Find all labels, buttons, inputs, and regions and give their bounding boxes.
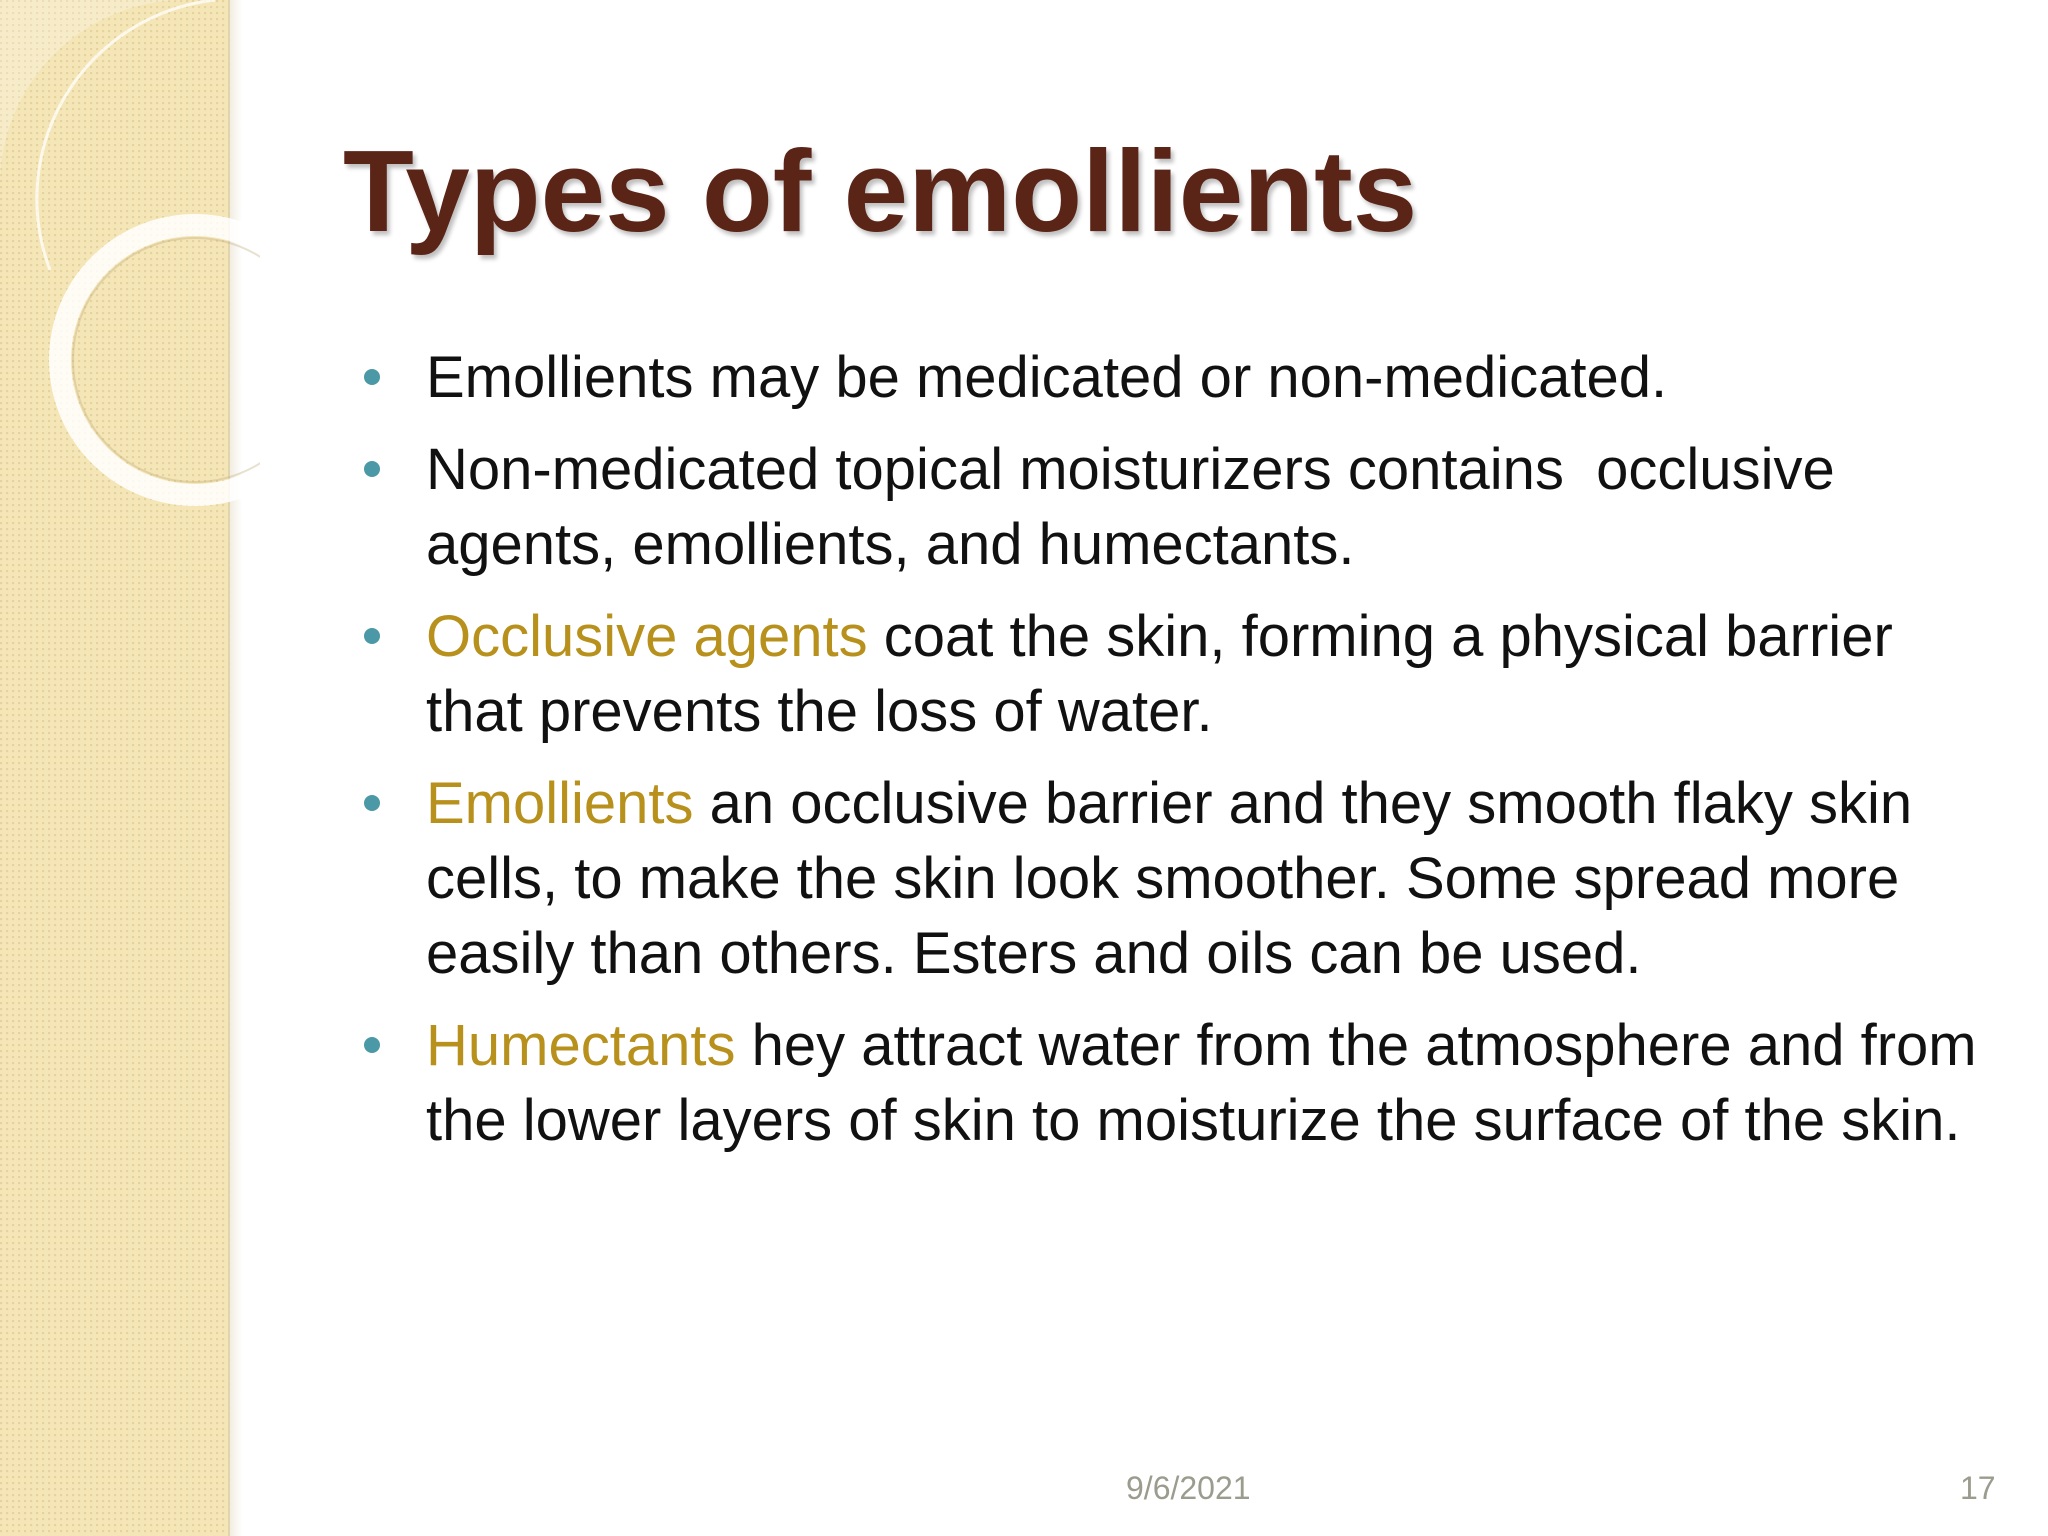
bullet-list — [362, 340, 2002, 1175]
bullet-dot-icon — [364, 628, 380, 644]
slide-number: 17 — [1960, 1470, 1996, 1506]
bullet-text: Emollients may be medicated or non-medicated. — [426, 345, 1668, 410]
bullet-text: hey attract water from the atmosphere and from the lower layers of skin to moisturize the surface of the skin. — [426, 1013, 1977, 1153]
decorative-rings — [0, 0, 260, 520]
bullet-dot-icon — [364, 795, 380, 811]
bullet-item — [362, 1008, 2002, 1158]
bullet-item — [362, 599, 2002, 749]
bullet-highlight: Occlusive agents — [426, 604, 868, 669]
bullet-item — [362, 340, 2002, 415]
bullet-dot-icon — [364, 461, 380, 477]
slide-title: Types of emollients — [343, 126, 1418, 256]
bullet-highlight: Humectants — [426, 1013, 736, 1078]
bullet-dot-icon — [364, 1037, 380, 1053]
bullet-highlight: Emollients — [426, 771, 694, 836]
bullet-dot-icon — [364, 369, 380, 385]
bullet-text: coat the skin, forming a physical barrier that prevents the loss of water. — [426, 604, 1893, 744]
corner-ring-shade — [0, 0, 185, 185]
bullet-text: an occlusive barrier and they smooth flaky skin cells, to make the skin look smoother. Some spread more easily than others. Esters and oils can be used. — [426, 771, 1913, 986]
bullet-text: Non-medicated topical moisturizers contains occlusive agents, emollients, and humectants. — [426, 437, 1851, 577]
large-ring — [60, 225, 260, 495]
bullet-item — [362, 766, 2002, 991]
footer-date: 9/6/2021 — [1126, 1470, 1251, 1506]
bullet-item — [362, 432, 2002, 582]
